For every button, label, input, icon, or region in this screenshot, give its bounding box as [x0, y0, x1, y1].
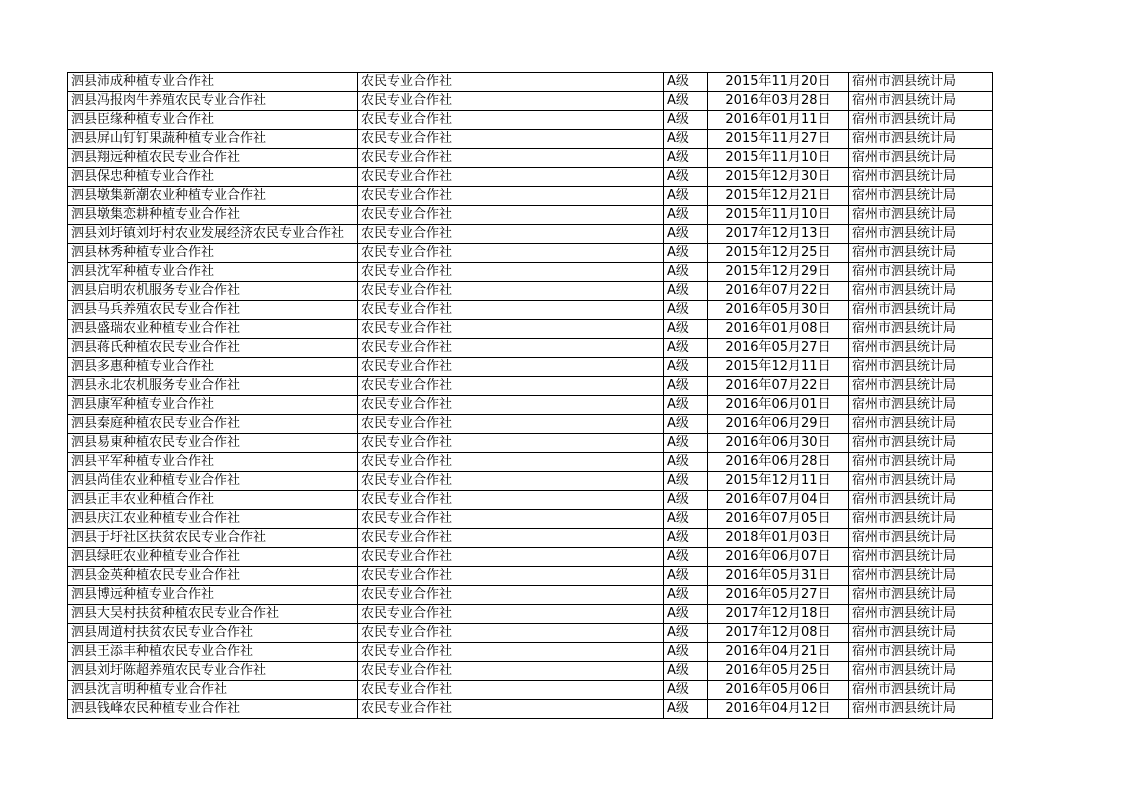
issuing-authority-cell[interactable]: 宿州市泗县统计局	[849, 282, 993, 301]
table-row	[68, 396, 993, 415]
organization-type-cell[interactable]: 农民专业合作社	[358, 396, 664, 415]
issuing-authority-cell[interactable]: 宿州市泗县统计局	[849, 187, 993, 206]
organization-type-cell[interactable]: 农民专业合作社	[358, 225, 664, 244]
issuing-authority-cell[interactable]: 宿州市泗县统计局	[849, 263, 993, 282]
cooperative-name-cell[interactable]: 泗县正丰农业种植合作社	[68, 491, 358, 510]
grade-cell[interactable]: A级	[664, 130, 708, 149]
issuing-authority-cell[interactable]: 宿州市泗县统计局	[849, 681, 993, 700]
table-row	[68, 434, 993, 453]
grade-cell[interactable]: A级	[664, 339, 708, 358]
grade-cell[interactable]: A级	[664, 472, 708, 491]
organization-type-cell[interactable]: 农民专业合作社	[358, 434, 664, 453]
cooperative-name-cell[interactable]: 泗县金英种植农民专业合作社	[68, 567, 358, 586]
date-cell[interactable]: 2015年12月21日	[708, 187, 849, 206]
date-cell[interactable]: 2016年05月31日	[708, 567, 849, 586]
date-cell[interactable]: 2015年11月10日	[708, 149, 849, 168]
table-row	[68, 548, 993, 567]
grade-cell[interactable]: A级	[664, 567, 708, 586]
cooperative-name-cell[interactable]: 泗县多惠种植专业合作社	[68, 358, 358, 377]
issuing-authority-cell[interactable]: 宿州市泗县统计局	[849, 339, 993, 358]
date-cell[interactable]: 2015年12月11日	[708, 472, 849, 491]
organization-type-cell[interactable]: 农民专业合作社	[358, 472, 664, 491]
grade-cell[interactable]: A级	[664, 510, 708, 529]
cooperative-name-cell[interactable]: 泗县林秀种植专业合作社	[68, 244, 358, 263]
table-row	[68, 662, 993, 681]
cooperative-name-cell[interactable]: 泗县墩集新潮农业种植专业合作社	[68, 187, 358, 206]
issuing-authority-cell[interactable]: 宿州市泗县统计局	[849, 396, 993, 415]
grade-cell[interactable]: A级	[664, 244, 708, 263]
table-row	[68, 282, 993, 301]
cooperative-list-table	[67, 72, 993, 719]
organization-type-cell[interactable]: 农民专业合作社	[358, 130, 664, 149]
date-cell[interactable]: 2016年07月05日	[708, 510, 849, 529]
cooperative-name-cell[interactable]: 泗县启明农机服务专业合作社	[68, 282, 358, 301]
grade-cell[interactable]: A级	[664, 92, 708, 111]
issuing-authority-cell[interactable]: 宿州市泗县统计局	[849, 168, 993, 187]
cooperative-name-cell[interactable]: 泗县绿旺农业种植专业合作社	[68, 548, 358, 567]
issuing-authority-cell[interactable]: 宿州市泗县统计局	[849, 491, 993, 510]
grade-cell[interactable]: A级	[664, 434, 708, 453]
grade-cell[interactable]: A级	[664, 681, 708, 700]
date-cell[interactable]: 2016年05月27日	[708, 586, 849, 605]
grade-cell[interactable]: A级	[664, 586, 708, 605]
table-row	[68, 643, 993, 662]
issuing-authority-cell[interactable]: 宿州市泗县统计局	[849, 510, 993, 529]
table-row	[68, 624, 993, 643]
cooperative-name-cell[interactable]: 泗县钱峰农民种植专业合作社	[68, 700, 358, 719]
organization-type-cell[interactable]: 农民专业合作社	[358, 586, 664, 605]
organization-type-cell[interactable]: 农民专业合作社	[358, 149, 664, 168]
grade-cell[interactable]: A级	[664, 263, 708, 282]
organization-type-cell[interactable]: 农民专业合作社	[358, 168, 664, 187]
organization-type-cell[interactable]: 农民专业合作社	[358, 263, 664, 282]
date-cell[interactable]: 2016年06月30日	[708, 434, 849, 453]
table-row	[68, 244, 993, 263]
organization-type-cell[interactable]: 农民专业合作社	[358, 681, 664, 700]
date-cell[interactable]: 2015年12月25日	[708, 244, 849, 263]
cooperative-name-cell[interactable]: 泗县墩集恋耕种植专业合作社	[68, 206, 358, 225]
organization-type-cell[interactable]: 农民专业合作社	[358, 453, 664, 472]
date-cell[interactable]: 2016年04月12日	[708, 700, 849, 719]
issuing-authority-cell[interactable]: 宿州市泗县统计局	[849, 358, 993, 377]
cooperative-name-cell[interactable]: 泗县刘圩镇刘圩村农业发展经济农民专业合作社	[68, 225, 358, 244]
table-row	[68, 301, 993, 320]
issuing-authority-cell[interactable]: 宿州市泗县统计局	[849, 92, 993, 111]
date-cell[interactable]: 2016年07月22日	[708, 377, 849, 396]
grade-cell[interactable]: A级	[664, 320, 708, 339]
issuing-authority-cell[interactable]: 宿州市泗县统计局	[849, 225, 993, 244]
issuing-authority-cell[interactable]: 宿州市泗县统计局	[849, 434, 993, 453]
cooperative-name-cell[interactable]: 泗县永北农机服务专业合作社	[68, 377, 358, 396]
date-cell[interactable]: 2016年05月06日	[708, 681, 849, 700]
issuing-authority-cell[interactable]: 宿州市泗县统计局	[849, 643, 993, 662]
cooperative-name-cell[interactable]: 泗县刘圩陈超养殖农民专业合作社	[68, 662, 358, 681]
date-cell[interactable]: 2015年11月10日	[708, 206, 849, 225]
date-cell[interactable]: 2015年12月29日	[708, 263, 849, 282]
organization-type-cell[interactable]: 农民专业合作社	[358, 377, 664, 396]
date-cell[interactable]: 2016年06月29日	[708, 415, 849, 434]
issuing-authority-cell[interactable]: 宿州市泗县统计局	[849, 548, 993, 567]
cooperative-name-cell[interactable]: 泗县尚佳农业种植专业合作社	[68, 472, 358, 491]
table-row	[68, 491, 993, 510]
table-row	[68, 339, 993, 358]
date-cell[interactable]: 2015年11月20日	[708, 73, 849, 92]
date-cell[interactable]: 2015年12月11日	[708, 358, 849, 377]
grade-cell[interactable]: A级	[664, 358, 708, 377]
organization-type-cell[interactable]: 农民专业合作社	[358, 567, 664, 586]
issuing-authority-cell[interactable]: 宿州市泗县统计局	[849, 529, 993, 548]
table-row	[68, 700, 993, 719]
issuing-authority-cell[interactable]: 宿州市泗县统计局	[849, 206, 993, 225]
date-cell[interactable]: 2016年03月28日	[708, 92, 849, 111]
issuing-authority-cell[interactable]: 宿州市泗县统计局	[849, 415, 993, 434]
date-cell[interactable]: 2016年06月01日	[708, 396, 849, 415]
cooperative-name-cell[interactable]: 泗县冯报肉牛养殖农民专业合作社	[68, 92, 358, 111]
cooperative-name-cell[interactable]: 泗县屏山钉钉果蔬种植专业合作社	[68, 130, 358, 149]
cooperative-name-cell[interactable]: 泗县沈军种植专业合作社	[68, 263, 358, 282]
cooperative-name-cell[interactable]: 泗县蒋氏种植农民专业合作社	[68, 339, 358, 358]
cooperative-name-cell[interactable]: 泗县易東种植农民专业合作社	[68, 434, 358, 453]
date-cell[interactable]: 2016年07月22日	[708, 282, 849, 301]
grade-cell[interactable]: A级	[664, 415, 708, 434]
organization-type-cell[interactable]: 农民专业合作社	[358, 73, 664, 92]
organization-type-cell[interactable]: 农民专业合作社	[358, 282, 664, 301]
cooperative-name-cell[interactable]: 泗县盛瑞农业种植专业合作社	[68, 320, 358, 339]
date-cell[interactable]: 2016年01月11日	[708, 111, 849, 130]
date-cell[interactable]: 2016年05月25日	[708, 662, 849, 681]
grade-cell[interactable]: A级	[664, 605, 708, 624]
table-row	[68, 168, 993, 187]
organization-type-cell[interactable]: 农民专业合作社	[358, 339, 664, 358]
issuing-authority-cell[interactable]: 宿州市泗县统计局	[849, 662, 993, 681]
grade-cell[interactable]: A级	[664, 662, 708, 681]
date-cell[interactable]: 2015年12月30日	[708, 168, 849, 187]
cooperative-name-cell[interactable]: 泗县保忠种植专业合作社	[68, 168, 358, 187]
organization-type-cell[interactable]: 农民专业合作社	[358, 548, 664, 567]
date-cell[interactable]: 2017年12月13日	[708, 225, 849, 244]
issuing-authority-cell[interactable]: 宿州市泗县统计局	[849, 605, 993, 624]
table-row	[68, 605, 993, 624]
organization-type-cell[interactable]: 农民专业合作社	[358, 358, 664, 377]
organization-type-cell[interactable]: 农民专业合作社	[358, 491, 664, 510]
issuing-authority-cell[interactable]: 宿州市泗县统计局	[849, 472, 993, 491]
cooperative-name-cell[interactable]: 泗县翔远种植农民专业合作社	[68, 149, 358, 168]
cooperative-name-cell[interactable]: 泗县沛成种植专业合作社	[68, 73, 358, 92]
cooperative-name-cell[interactable]: 泗县平军种植专业合作社	[68, 453, 358, 472]
issuing-authority-cell[interactable]: 宿州市泗县统计局	[849, 130, 993, 149]
table-row	[68, 415, 993, 434]
organization-type-cell[interactable]: 农民专业合作社	[358, 529, 664, 548]
issuing-authority-cell[interactable]: 宿州市泗县统计局	[849, 700, 993, 719]
date-cell[interactable]: 2017年12月18日	[708, 605, 849, 624]
grade-cell[interactable]: A级	[664, 111, 708, 130]
date-cell[interactable]: 2016年06月28日	[708, 453, 849, 472]
organization-type-cell[interactable]: 农民专业合作社	[358, 111, 664, 130]
grade-cell[interactable]: A级	[664, 700, 708, 719]
table-row	[68, 320, 993, 339]
grade-cell[interactable]: A级	[664, 225, 708, 244]
issuing-authority-cell[interactable]: 宿州市泗县统计局	[849, 301, 993, 320]
issuing-authority-cell[interactable]: 宿州市泗县统计局	[849, 586, 993, 605]
table-row	[68, 263, 993, 282]
table-row	[68, 510, 993, 529]
table-row	[68, 149, 993, 168]
table-row	[68, 472, 993, 491]
date-cell[interactable]: 2016年04月21日	[708, 643, 849, 662]
grade-cell[interactable]: A级	[664, 301, 708, 320]
grade-cell[interactable]: A级	[664, 206, 708, 225]
issuing-authority-cell[interactable]: 宿州市泗县统计局	[849, 73, 993, 92]
cooperative-name-cell[interactable]: 泗县沈言明种植专业合作社	[68, 681, 358, 700]
grade-cell[interactable]: A级	[664, 396, 708, 415]
grade-cell[interactable]: A级	[664, 149, 708, 168]
table-body	[68, 73, 993, 719]
organization-type-cell[interactable]: 农民专业合作社	[358, 92, 664, 111]
issuing-authority-cell[interactable]: 宿州市泗县统计局	[849, 111, 993, 130]
date-cell[interactable]: 2018年01月03日	[708, 529, 849, 548]
issuing-authority-cell[interactable]: 宿州市泗县统计局	[849, 244, 993, 263]
grade-cell[interactable]: A级	[664, 548, 708, 567]
table-row	[68, 92, 993, 111]
date-cell[interactable]: 2016年01月08日	[708, 320, 849, 339]
grade-cell[interactable]: A级	[664, 453, 708, 472]
date-cell[interactable]: 2016年06月07日	[708, 548, 849, 567]
grade-cell[interactable]: A级	[664, 282, 708, 301]
table-row	[68, 111, 993, 130]
grade-cell[interactable]: A级	[664, 168, 708, 187]
issuing-authority-cell[interactable]: 宿州市泗县统计局	[849, 320, 993, 339]
cooperative-name-cell[interactable]: 泗县博远种植专业合作社	[68, 586, 358, 605]
cooperative-name-cell[interactable]: 泗县王添丰种植农民专业合作社	[68, 643, 358, 662]
table-row	[68, 225, 993, 244]
grade-cell[interactable]: A级	[664, 529, 708, 548]
organization-type-cell[interactable]: 农民专业合作社	[358, 206, 664, 225]
organization-type-cell[interactable]: 农民专业合作社	[358, 700, 664, 719]
cooperative-name-cell[interactable]: 泗县周道村扶贫农民专业合作社	[68, 624, 358, 643]
grade-cell[interactable]: A级	[664, 73, 708, 92]
issuing-authority-cell[interactable]: 宿州市泗县统计局	[849, 624, 993, 643]
grade-cell[interactable]: A级	[664, 643, 708, 662]
date-cell[interactable]: 2015年11月27日	[708, 130, 849, 149]
issuing-authority-cell[interactable]: 宿州市泗县统计局	[849, 149, 993, 168]
organization-type-cell[interactable]: 农民专业合作社	[358, 643, 664, 662]
grade-cell[interactable]: A级	[664, 377, 708, 396]
table-row	[68, 681, 993, 700]
organization-type-cell[interactable]: 农民专业合作社	[358, 301, 664, 320]
issuing-authority-cell[interactable]: 宿州市泗县统计局	[849, 377, 993, 396]
table-row	[68, 206, 993, 225]
grade-cell[interactable]: A级	[664, 624, 708, 643]
grade-cell[interactable]: A级	[664, 187, 708, 206]
date-cell[interactable]: 2017年12月08日	[708, 624, 849, 643]
table-row	[68, 567, 993, 586]
date-cell[interactable]: 2016年05月27日	[708, 339, 849, 358]
date-cell[interactable]: 2016年05月30日	[708, 301, 849, 320]
organization-type-cell[interactable]: 农民专业合作社	[358, 320, 664, 339]
table-row	[68, 187, 993, 206]
cooperative-name-cell[interactable]: 泗县马兵养殖农民专业合作社	[68, 301, 358, 320]
table-row	[68, 453, 993, 472]
organization-type-cell[interactable]: 农民专业合作社	[358, 510, 664, 529]
date-cell[interactable]: 2016年07月04日	[708, 491, 849, 510]
table-row	[68, 529, 993, 548]
organization-type-cell[interactable]: 农民专业合作社	[358, 624, 664, 643]
table-row	[68, 73, 993, 92]
cooperative-name-cell[interactable]: 泗县大吴村扶贫种植农民专业合作社	[68, 605, 358, 624]
organization-type-cell[interactable]: 农民专业合作社	[358, 605, 664, 624]
cooperative-name-cell[interactable]: 泗县臣缘种植专业合作社	[68, 111, 358, 130]
organization-type-cell[interactable]: 农民专业合作社	[358, 187, 664, 206]
organization-type-cell[interactable]: 农民专业合作社	[358, 415, 664, 434]
table-row	[68, 377, 993, 396]
grade-cell[interactable]: A级	[664, 491, 708, 510]
table-row	[68, 130, 993, 149]
cooperative-name-cell[interactable]: 泗县康军种植专业合作社	[68, 396, 358, 415]
cooperative-name-cell[interactable]: 泗县庆江农业种植专业合作社	[68, 510, 358, 529]
organization-type-cell[interactable]: 农民专业合作社	[358, 662, 664, 681]
organization-type-cell[interactable]: 农民专业合作社	[358, 244, 664, 263]
issuing-authority-cell[interactable]: 宿州市泗县统计局	[849, 453, 993, 472]
cooperative-name-cell[interactable]: 泗县于圩社区扶贫农民专业合作社	[68, 529, 358, 548]
issuing-authority-cell[interactable]: 宿州市泗县统计局	[849, 567, 993, 586]
table-row	[68, 586, 993, 605]
table-row	[68, 358, 993, 377]
cooperative-name-cell[interactable]: 泗县秦庭种植农民专业合作社	[68, 415, 358, 434]
